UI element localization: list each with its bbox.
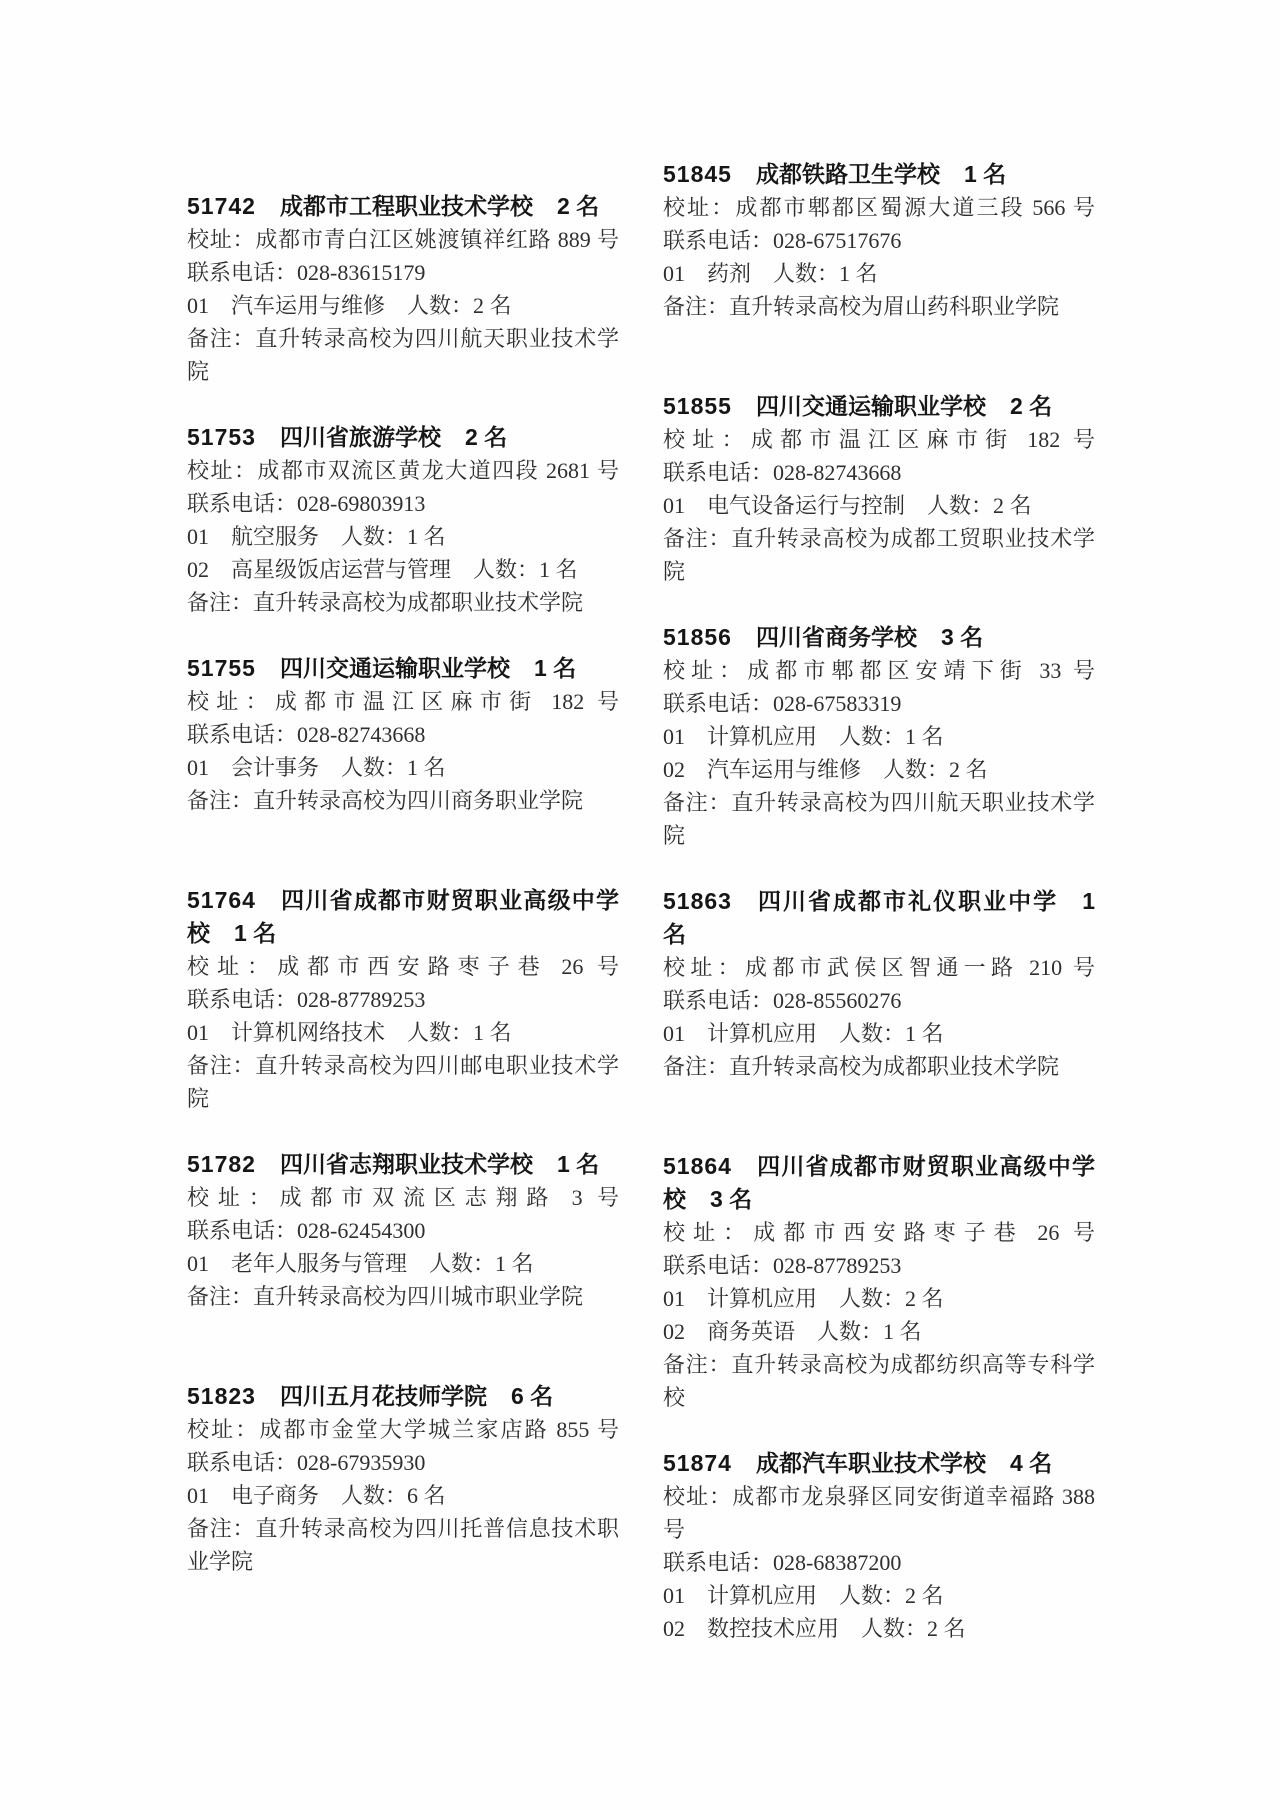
- school-quota: 3 名: [710, 1186, 753, 1212]
- school-heading: [663, 621, 1095, 654]
- school-code: 51764: [187, 887, 256, 913]
- school-quota: 1 名: [234, 920, 277, 946]
- school-heading: [663, 1447, 1095, 1480]
- school-name: 成都汽车职业技术学校: [755, 1450, 986, 1476]
- school-code: 51823: [187, 1383, 256, 1409]
- major-line: 01 药剂 人数：1 名: [663, 261, 878, 286]
- school-quota: 1 名: [963, 161, 1007, 187]
- note-line: 备注：直升转录高校为四川航天职业技术学院: [663, 790, 1095, 848]
- school-name: 四川五月花技师学院: [279, 1383, 487, 1409]
- phone-line: 联系电话：028-87789253: [663, 1253, 902, 1278]
- school-entry-51823: [187, 1380, 619, 1578]
- column-left: [187, 190, 619, 1578]
- note-line: 备注：直升转录高校为成都职业技术学院: [663, 1054, 1060, 1079]
- school-entry-51855: [663, 390, 1095, 588]
- note-line: 备注：直升转录高校为成都纺织高等专科学校: [663, 1352, 1095, 1410]
- school-name: 四川省成都市礼仪职业中学: [755, 888, 1059, 914]
- note-line: 备注：直升转录高校为成都工贸职业技术学院: [663, 526, 1095, 584]
- school-code: 51863: [663, 888, 732, 914]
- school-heading: [663, 885, 1095, 951]
- address-line: 校址：成都市郫都区蜀源大道三段 566 号: [663, 195, 1095, 220]
- address-line: 校址：成都市西安路枣子巷 26 号: [663, 1220, 1095, 1245]
- school-entry-51782: [187, 1148, 619, 1313]
- school-quota: 2 名: [464, 424, 508, 450]
- school-entry-51753: [187, 421, 619, 619]
- school-quota: 4 名: [1009, 1450, 1053, 1476]
- school-entry-51845: [663, 158, 1095, 323]
- school-name: 成都铁路卫生学校: [755, 161, 940, 187]
- school-name: 四川交通运输职业学校: [755, 393, 986, 419]
- column-right: [663, 158, 1095, 1645]
- school-heading: [187, 652, 619, 685]
- school-name: 四川省成都市财贸职业高级中学校: [663, 1153, 1095, 1212]
- major-line: 01 计算机网络技术 人数：1 名: [187, 1020, 512, 1045]
- major-line: 01 会计事务 人数：1 名: [187, 755, 446, 780]
- school-entry-51863: [663, 885, 1095, 1083]
- note-line: 备注：直升转录高校为四川城市职业学院: [187, 1284, 584, 1309]
- school-heading: [663, 1150, 1095, 1216]
- school-quota: 6 名: [510, 1383, 554, 1409]
- phone-line: 联系电话：028-67935930: [187, 1450, 426, 1475]
- school-code: 51874: [663, 1450, 732, 1476]
- address-line: 校址：成都市郫都区安靖下街 33 号: [663, 658, 1095, 683]
- school-name: 四川省成都市财贸职业高级中学校: [187, 887, 619, 946]
- phone-line: 联系电话：028-68387200: [663, 1550, 902, 1575]
- note-line: 备注：直升转录高校为成都职业技术学院: [187, 590, 584, 615]
- school-entry-51755: [187, 652, 619, 817]
- major-line: 01 电气设备运行与控制 人数：2 名: [663, 493, 1032, 518]
- school-heading: [187, 1148, 619, 1181]
- major-line: 01 计算机应用 人数：2 名: [663, 1583, 944, 1608]
- school-code: 51753: [187, 424, 256, 450]
- phone-line: 联系电话：028-82743668: [187, 722, 426, 747]
- school-name: 四川交通运输职业学校: [279, 655, 510, 681]
- phone-line: 联系电话：028-62454300: [187, 1218, 426, 1243]
- major-line: 01 老年人服务与管理 人数：1 名: [187, 1251, 534, 1276]
- major-line: 01 航空服务 人数：1 名: [187, 524, 446, 549]
- phone-line: 联系电话：028-67517676: [663, 228, 902, 253]
- school-name: 四川省商务学校: [755, 624, 917, 650]
- school-name: 四川省旅游学校: [279, 424, 441, 450]
- phone-line: 联系电话：028-82743668: [663, 460, 902, 485]
- school-quota: 1 名: [663, 888, 1095, 947]
- major-line: 02 高星级饭店运营与管理 人数：1 名: [187, 557, 578, 582]
- note-line: 备注：直升转录高校为眉山药科职业学院: [663, 294, 1060, 319]
- school-heading: [187, 1380, 619, 1413]
- address-line: 校址：成都市龙泉驿区同安街道幸福路 388 号: [663, 1484, 1095, 1542]
- address-line: 校址：成都市青白江区姚渡镇祥红路 889 号: [187, 227, 619, 252]
- school-name: 成都市工程职业技术学校: [279, 193, 533, 219]
- address-line: 校址：成都市西安路枣子巷 26 号: [187, 954, 619, 979]
- school-quota: 3 名: [940, 624, 984, 650]
- phone-line: 联系电话：028-69803913: [187, 491, 426, 516]
- note-line: 备注：直升转录高校为四川邮电职业技术学院: [187, 1053, 619, 1111]
- address-line: 校址：成都市双流区志翔路 3 号: [187, 1185, 619, 1210]
- major-line: 02 汽车运用与维修 人数：2 名: [663, 757, 988, 782]
- note-line: 备注：直升转录高校为四川托普信息技术职业学院: [187, 1516, 619, 1574]
- note-line: 备注：直升转录高校为四川商务职业学院: [187, 788, 584, 813]
- school-quota: 2 名: [1009, 393, 1053, 419]
- school-entry-51742: [187, 190, 619, 388]
- school-entry-51764: [187, 884, 619, 1115]
- major-line: 01 计算机应用 人数：1 名: [663, 1021, 944, 1046]
- school-heading: [663, 390, 1095, 423]
- school-name: 四川省志翔职业技术学校: [279, 1151, 533, 1177]
- school-heading: [187, 190, 619, 223]
- address-line: 校址：成都市武侯区智通一路 210 号: [663, 955, 1095, 980]
- phone-line: 联系电话：028-85560276: [663, 988, 902, 1013]
- school-entry-51856: [663, 621, 1095, 852]
- school-code: 51855: [663, 393, 732, 419]
- phone-line: 联系电话：028-87789253: [187, 987, 426, 1012]
- school-code: 51845: [663, 161, 732, 187]
- address-line: 校址：成都市双流区黄龙大道四段 2681 号: [187, 458, 619, 483]
- major-line: 01 计算机应用 人数：1 名: [663, 724, 944, 749]
- school-quota: 1 名: [556, 1151, 600, 1177]
- school-code: 51742: [187, 193, 256, 219]
- phone-line: 联系电话：028-67583319: [663, 691, 902, 716]
- phone-line: 联系电话：028-83615179: [187, 260, 426, 285]
- school-heading: [187, 884, 619, 950]
- school-entry-51874: [663, 1447, 1095, 1645]
- major-line: 02 商务英语 人数：1 名: [663, 1319, 922, 1344]
- major-line: 01 计算机应用 人数：2 名: [663, 1286, 944, 1311]
- major-line: 01 电子商务 人数：6 名: [187, 1483, 446, 1508]
- school-heading: [187, 421, 619, 454]
- school-quota: 1 名: [533, 655, 577, 681]
- school-quota: 2 名: [556, 193, 600, 219]
- school-code: 51755: [187, 655, 256, 681]
- school-heading: [663, 158, 1095, 191]
- address-line: 校址：成都市金堂大学城兰家店路 855 号: [187, 1417, 619, 1442]
- school-code: 51864: [663, 1153, 732, 1179]
- school-entry-51864: [663, 1150, 1095, 1414]
- major-line: 02 数控技术应用 人数：2 名: [663, 1616, 966, 1641]
- address-line: 校址：成都市温江区麻市街 182 号: [187, 689, 619, 714]
- address-line: 校址：成都市温江区麻市街 182 号: [663, 427, 1095, 452]
- school-code: 51856: [663, 624, 732, 650]
- school-code: 51782: [187, 1151, 256, 1177]
- major-line: 01 汽车运用与维修 人数：2 名: [187, 293, 512, 318]
- note-line: 备注：直升转录高校为四川航天职业技术学院: [187, 326, 619, 384]
